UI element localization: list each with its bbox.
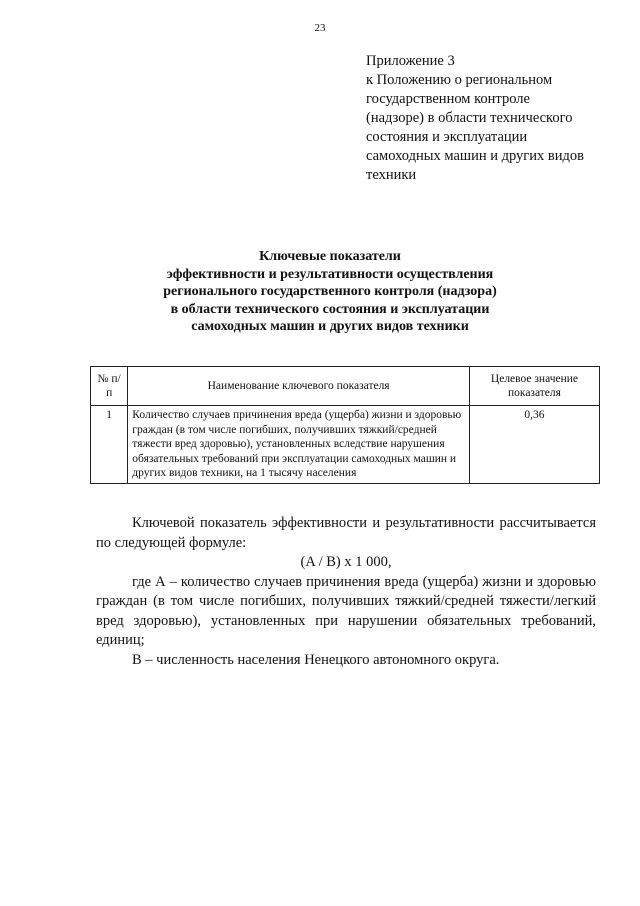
- appendix-line: к Положению о региональном: [366, 72, 553, 88]
- document-title: [60, 248, 600, 336]
- appendix-line: состояния и эксплуатации: [366, 129, 528, 145]
- cell-name: Количество случаев причинения вреда (ущерба) жизни и здоровью граждан (в том числе погибших, получивших тяжкий/средней тяжести вред здоровью), установленных вследствие нарушения обязательных требований при эксплуатации самоходных машин и других видов техники, на 1 тысячу населения: [128, 406, 470, 484]
- kpi-table: [90, 366, 600, 484]
- title-line: самоходных машин и других видов техники: [191, 319, 469, 334]
- appendix-line: самоходных машин и других видов: [366, 148, 584, 164]
- page-number: 23: [314, 22, 326, 34]
- definition-b: В – численность населения Ненецкого автономного округа.: [132, 651, 500, 668]
- header-num: № п/п: [91, 367, 128, 406]
- appendix-block: [366, 52, 616, 185]
- header-name: Наименование ключевого показателя: [128, 367, 470, 406]
- title-line: регионального государственного контроля (надзора): [163, 284, 497, 299]
- appendix-line: техники: [366, 167, 417, 183]
- definition-a: где А – количество случаев причинения вреда (ущерба) жизни и здоровью граждан (в том числе погибших, получивших тяжкий/средней тяжести/легкий вред здоровью), установленных при нарушении обязательных требований, единиц;: [96, 573, 596, 648]
- table-header-row: [91, 367, 600, 406]
- appendix-line: Приложение 3: [366, 53, 455, 69]
- formula-description: [96, 514, 596, 670]
- title-line: Ключевые показатели: [259, 249, 401, 264]
- cell-num: 1: [91, 406, 128, 484]
- title-line: в области технического состояния и эксплуатации: [170, 301, 490, 317]
- appendix-line: государственном контроле: [366, 91, 530, 107]
- cell-target: 0,36: [469, 406, 599, 484]
- formula: (A / B) x 1 000,: [300, 554, 392, 570]
- appendix-line: (надзоре) в области технического: [366, 110, 573, 126]
- title-line: эффективности и результативности осуществления: [166, 266, 494, 282]
- table-row: [91, 406, 600, 484]
- header-target: Целевое значение показателя: [469, 367, 599, 406]
- intro-paragraph: Ключевой показатель эффективности и результативности рассчитывается по следующей формуле:: [96, 515, 596, 551]
